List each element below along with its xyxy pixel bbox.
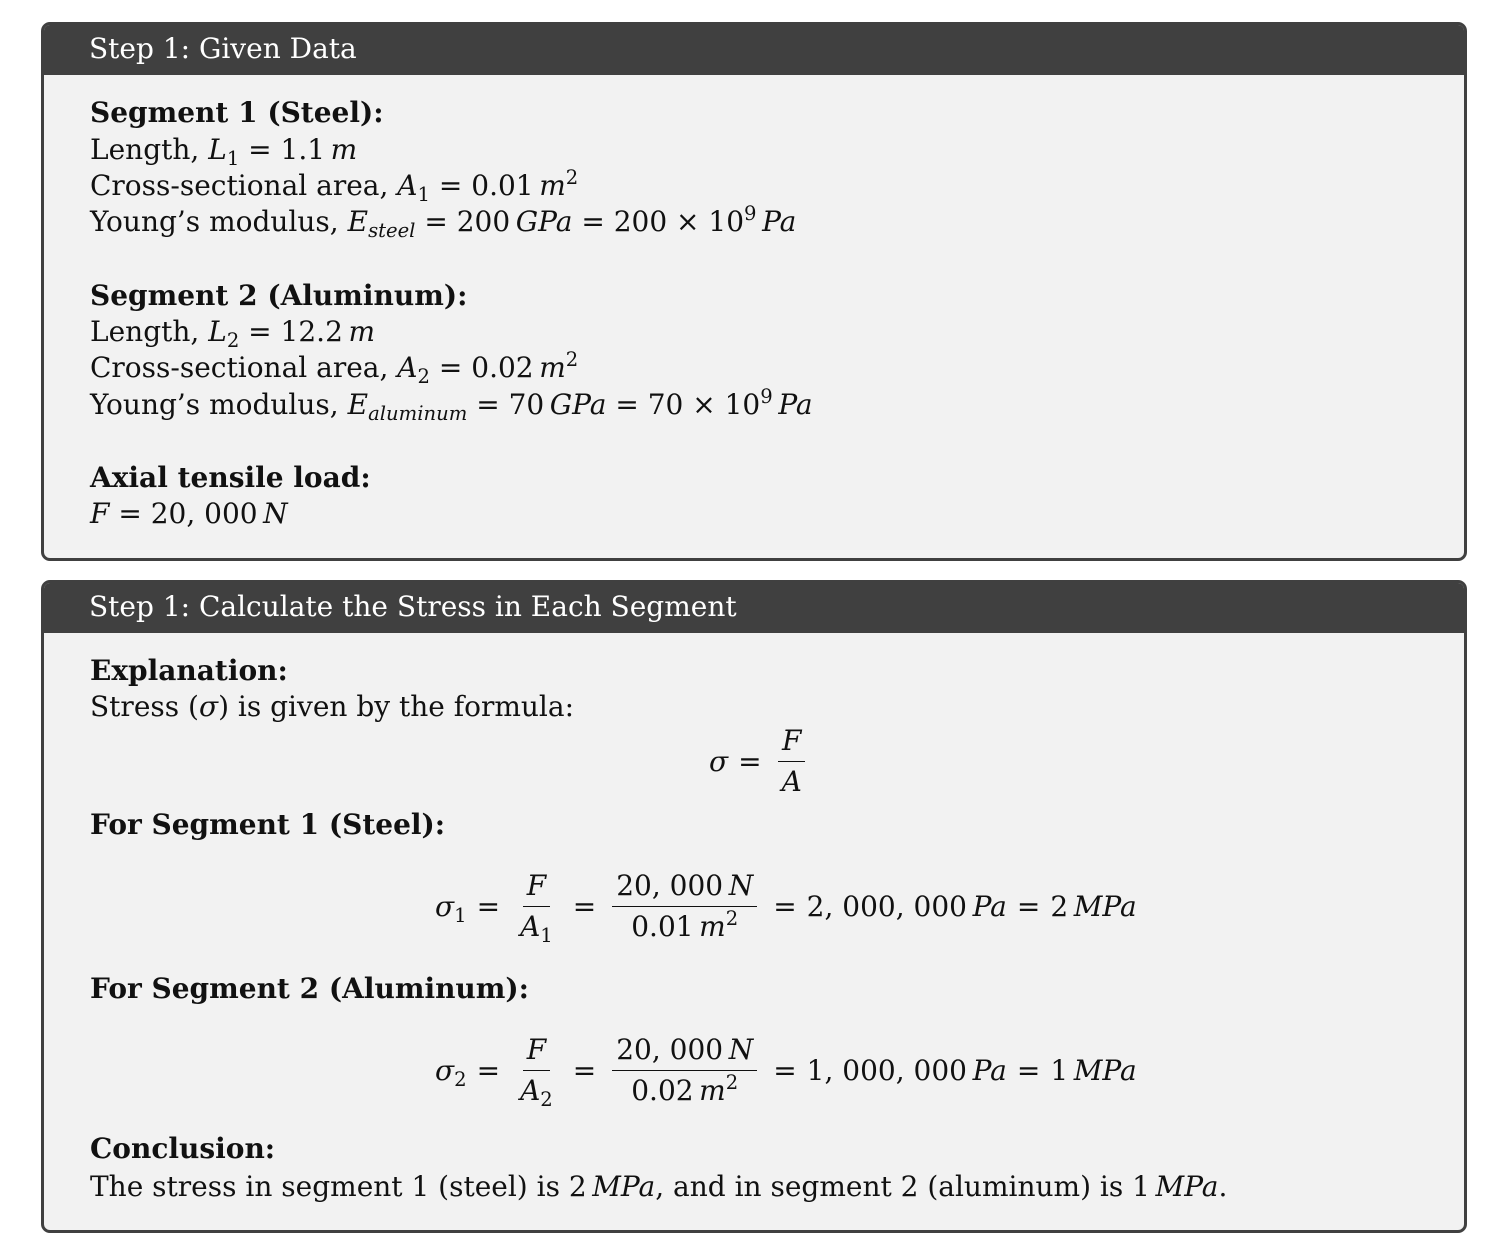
unit: Pa — [762, 205, 797, 238]
given-data-box — [41, 22, 1467, 561]
numerator: F — [523, 1032, 550, 1071]
result-pa-unit: Pa — [972, 890, 1007, 923]
result-mpa-value: 2 — [1050, 890, 1069, 923]
fraction-symbolic — [516, 868, 557, 945]
segment-2-modulus: Young’s modulus, $E_{aluminum} = 70$ GPa = $70 \times 10^9$ Pa — [90, 385, 813, 425]
result-pa-unit: Pa — [972, 1054, 1007, 1087]
equals: = — [773, 1054, 797, 1087]
value: 0.01 — [631, 910, 694, 943]
equals: = — [476, 1054, 501, 1087]
symbol: E — [347, 205, 369, 238]
symbol: σ — [435, 1054, 455, 1087]
value: 1.1 — [280, 133, 326, 166]
subscript: 1 — [540, 923, 553, 947]
equals: = — [572, 890, 597, 923]
text: . — [1218, 1170, 1228, 1203]
unit: N — [263, 497, 288, 530]
lhs — [435, 1054, 467, 1091]
explanation-title: Explanation: — [90, 654, 288, 687]
equals: = — [1016, 1054, 1041, 1087]
value: 12.2 — [280, 315, 343, 348]
segment-1-stress-title: For Segment 1 (Steel): — [90, 808, 446, 841]
label: Length, — [90, 315, 200, 348]
equals: = — [738, 745, 762, 778]
denominator — [516, 907, 557, 945]
fraction-symbolic — [516, 1032, 557, 1109]
unit: MPa — [592, 1170, 656, 1203]
label: Cross-sectional area, — [90, 169, 389, 202]
text: The stress in segment 1 (steel) is 2 — [90, 1170, 587, 1203]
segment-2-area: Cross-sectional area, $A_2 = 0.02$ $m^2$ — [90, 348, 579, 388]
load-value: F = 20, 000 N — [90, 497, 288, 530]
denominator: A — [781, 765, 802, 798]
equals: = — [476, 890, 501, 923]
value: 0.01 — [471, 169, 534, 202]
symbol: A — [397, 169, 418, 202]
symbol: σ — [709, 745, 729, 778]
value: 20, 000 — [616, 869, 724, 902]
symbol: F — [90, 497, 110, 530]
conclusion-text — [90, 1169, 1227, 1205]
unit: m — [699, 910, 726, 943]
symbol: A — [520, 910, 541, 943]
result-mpa-value: 1 — [1050, 1054, 1069, 1087]
exponent: 9 — [744, 202, 757, 226]
exponent: 2 — [725, 907, 739, 931]
exponent: 9 — [760, 385, 773, 409]
unit: GPa — [549, 388, 607, 421]
result-mpa-unit: MPa — [1073, 890, 1137, 923]
unit: N — [728, 1033, 754, 1066]
result-pa-value: 2, 000, 000 — [806, 890, 967, 923]
text: , and in segment 2 (aluminum) is 1 — [655, 1170, 1150, 1203]
value: 200 — [456, 205, 511, 238]
value: 0.02 — [631, 1074, 694, 1107]
text: Stress ( — [90, 690, 199, 723]
unit: m — [699, 1074, 726, 1107]
segment-2-stress-title: For Segment 2 (Aluminum): — [90, 972, 530, 1005]
symbol: E — [347, 388, 369, 421]
subscript: 1 — [417, 182, 430, 206]
symbol: L — [208, 315, 227, 348]
denominator — [627, 907, 742, 945]
segment-2-length: Length, $L_2 = 12.2$ m — [90, 315, 376, 352]
segment-1-area: Cross-sectional area, $A_1 = 0.01$ $m^2$ — [90, 166, 579, 206]
stress-formula — [709, 723, 812, 800]
value: 20, 000 — [616, 1033, 724, 1066]
equals: = — [773, 890, 797, 923]
exponent: 2 — [565, 348, 579, 372]
segment-2-stress-equation — [435, 1032, 1137, 1109]
subscript: 2 — [454, 1067, 467, 1091]
segment-1-modulus: Young’s modulus, $E_{steel} = 200$ GPa = $200 \times 10^9$ Pa — [90, 202, 797, 242]
denominator — [627, 1071, 742, 1109]
fraction-numeric — [612, 868, 757, 945]
subscript: 2 — [226, 328, 240, 352]
given-data-header: Step 1: Given Data — [44, 25, 1464, 75]
load-title: Axial tensile load: — [90, 461, 371, 494]
numerator: F — [778, 723, 805, 762]
subscript: 1 — [454, 903, 467, 927]
subscript: aluminum — [368, 401, 468, 425]
explanation-text — [90, 689, 574, 725]
label: Young’s modulus, — [90, 388, 339, 421]
label: Length, — [90, 133, 200, 166]
unit: m — [348, 315, 376, 348]
lhs — [435, 890, 467, 927]
unit: N — [728, 869, 754, 902]
subscript: 2 — [417, 364, 430, 388]
symbol: L — [208, 133, 227, 166]
label: Cross-sectional area, — [90, 351, 389, 384]
text: ) is given by the formula: — [218, 690, 574, 723]
subscript: 1 — [226, 146, 240, 170]
result-pa-value: 1, 000, 000 — [806, 1054, 967, 1087]
symbol: A — [397, 351, 418, 384]
stress-calculation-header: Step 1: Calculate the Stress in Each Segment — [44, 583, 1464, 633]
segment-1-stress-equation — [435, 868, 1137, 945]
exponent: 2 — [565, 166, 579, 190]
fraction — [778, 723, 806, 800]
value: 20, 000 — [150, 497, 258, 530]
value-sci: 200 × 10 — [613, 205, 745, 238]
equals: = — [572, 1054, 597, 1087]
numerator — [612, 868, 757, 907]
segment-2-title: Segment 2 (Aluminum): — [90, 279, 468, 312]
denominator — [516, 1071, 557, 1109]
symbol: σ — [435, 890, 455, 923]
segment-1-length: Length, $L_1 = 1.1$ m — [90, 133, 358, 170]
unit: m — [539, 351, 566, 384]
stress-calculation-box — [41, 580, 1467, 1233]
symbol: σ — [198, 690, 219, 723]
value-sci: 70 × 10 — [647, 388, 761, 421]
value: 0.02 — [471, 351, 534, 384]
symbol: A — [520, 1074, 541, 1107]
exponent: 2 — [725, 1071, 739, 1095]
equals: = — [1016, 890, 1041, 923]
result-mpa-unit: MPa — [1073, 1054, 1137, 1087]
conclusion-title: Conclusion: — [90, 1132, 276, 1165]
segment-1-title: Segment 1 (Steel): — [90, 96, 384, 129]
unit: m — [330, 133, 358, 166]
label: Young’s modulus, — [90, 205, 339, 238]
subscript: 2 — [540, 1087, 553, 1111]
unit: Pa — [778, 388, 813, 421]
unit: GPa — [515, 205, 573, 238]
numerator — [612, 1032, 757, 1071]
value: 70 — [508, 388, 545, 421]
unit: m — [539, 169, 566, 202]
unit: MPa — [1155, 1170, 1219, 1203]
numerator: F — [523, 868, 550, 907]
fraction-numeric — [612, 1032, 757, 1109]
subscript: steel — [368, 218, 416, 242]
